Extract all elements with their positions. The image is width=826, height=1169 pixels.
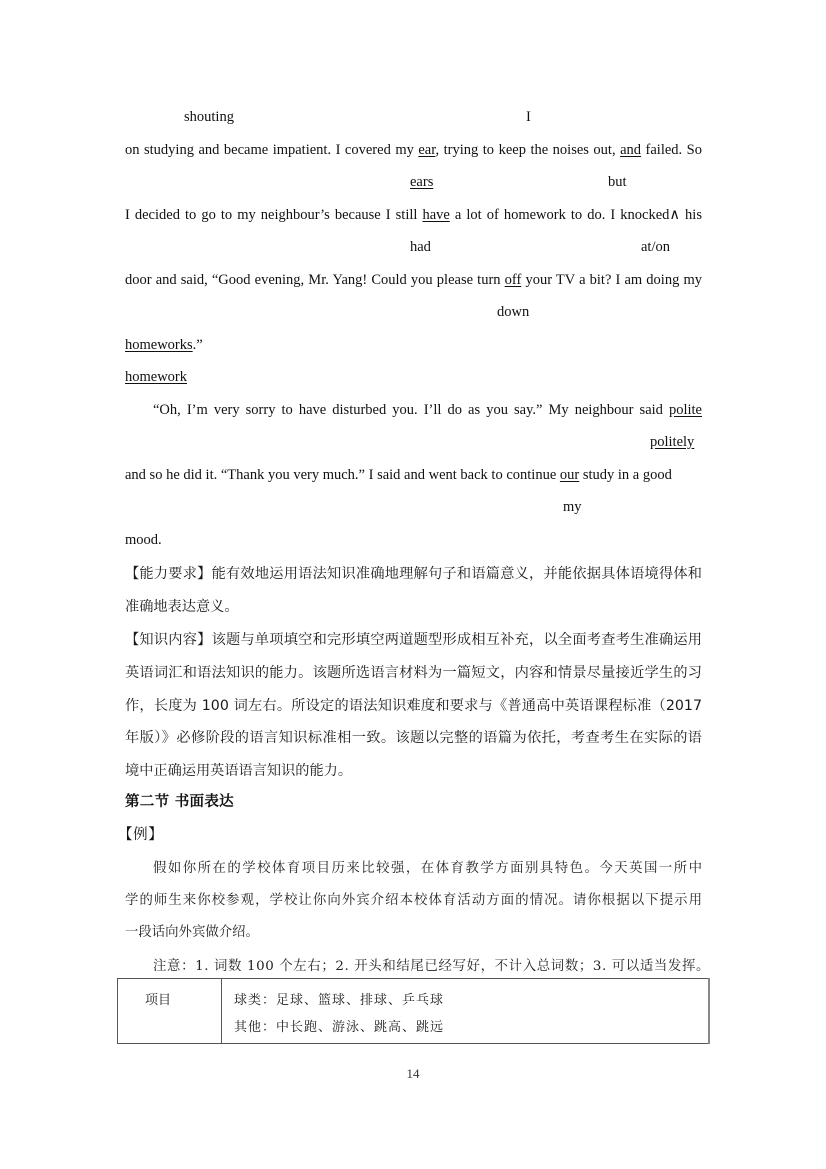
sports-items-table [117,978,710,1044]
ability-line: 准确地表达意义。 [125,599,239,615]
correction-but: but [608,174,627,190]
note: 注意：1. 词数 100 个左右；2. 开头和结尾已经写好，不计入总词数；3. 可以适当发挥。 [153,959,710,974]
passage-line: “Oh, I’m very sorry to have disturbed you. I’ll do as you say.” My neighbour said polite [153,402,702,418]
correction-politely: politely [650,434,695,450]
example-label: 【例】 [118,827,164,843]
table-line: 其他：中长跑、游泳、跳高、跳远 [234,1020,445,1035]
knowledge-line: 境中正确运用英语语言知识的能力。 [125,763,353,779]
prompt-line: 一段话向外宾做介绍。 [125,925,259,940]
passage-line: door and said, “Good evening, Mr. Yang! Could you please turn off your TV a bit? I am doing my [125,272,702,288]
error-word: have [422,207,450,223]
knowledge-line: 英语词汇和语法知识的能力。该题所选语言材料为一篇短文，内容和情景尽量接近学生的习 [125,665,702,681]
correction-down: down [497,304,530,320]
error-word: ear [418,142,436,158]
prompt-line: 假如你所在的学校体育项目历来比较强，在体育教学方面别具特色。今天英国一所中 [153,861,702,876]
correction-my: my [563,499,582,515]
table-line: 球类：足球、篮球、排球、乒乓球 [234,993,445,1008]
error-word: off [504,272,522,288]
knowledge-line: 【知识内容】该题与单项填空和完形填空两道题型形成相互补充，以全面考查考生准确运用 [125,632,702,648]
table-label-cell: 项目 [118,979,222,1044]
passage-line: mood. [125,532,162,548]
page-number: 14 [406,1066,420,1081]
error-word: polite [668,402,702,418]
knowledge-line: 年版）》必修阶段的语言知识标准相一致。该题以完整的语篇为依托，考查考生在实际的语 [125,730,702,746]
section-heading: 第二节 书面表达 [125,794,234,810]
prompt-line: 学的师生来你校参观，学校让你向外宾介绍本校体育活动方面的情况。请你根据以下提示用 [125,893,702,908]
error-word: and [620,142,642,158]
knowledge-line: 作，长度为 100 词左右。所设定的语法知识难度和要求与《普通高中英语课程标准（2017 [125,698,702,714]
correction-at-on: at/on [641,239,670,255]
table-content-cell [222,979,710,1044]
table-row [118,979,710,1044]
correction-homework: homework [125,369,188,385]
passage-line: homeworks.” [125,337,203,353]
ability-line: 【能力要求】能有效地运用语法知识准确地理解句子和语篇意义，并能依据具体语境得体和 [125,566,702,582]
passage-line: I decided to go to my neighbour’s because I still have a lot of homework to do. I knocked∧ his [125,207,702,223]
error-word: homeworks [125,337,193,353]
error-word: our [559,467,580,483]
correction-i: I [526,109,531,125]
passage-line: on studying and became impatient. I covered my ear, trying to keep the noises out, and failed. So [125,142,702,158]
correction-shouting: shouting [184,109,234,125]
passage-line: and so he did it. “Thank you very much.” I said and went back to continue our study in a good [125,467,672,483]
correction-ears: ears [410,174,434,190]
correction-had: had [410,239,431,255]
